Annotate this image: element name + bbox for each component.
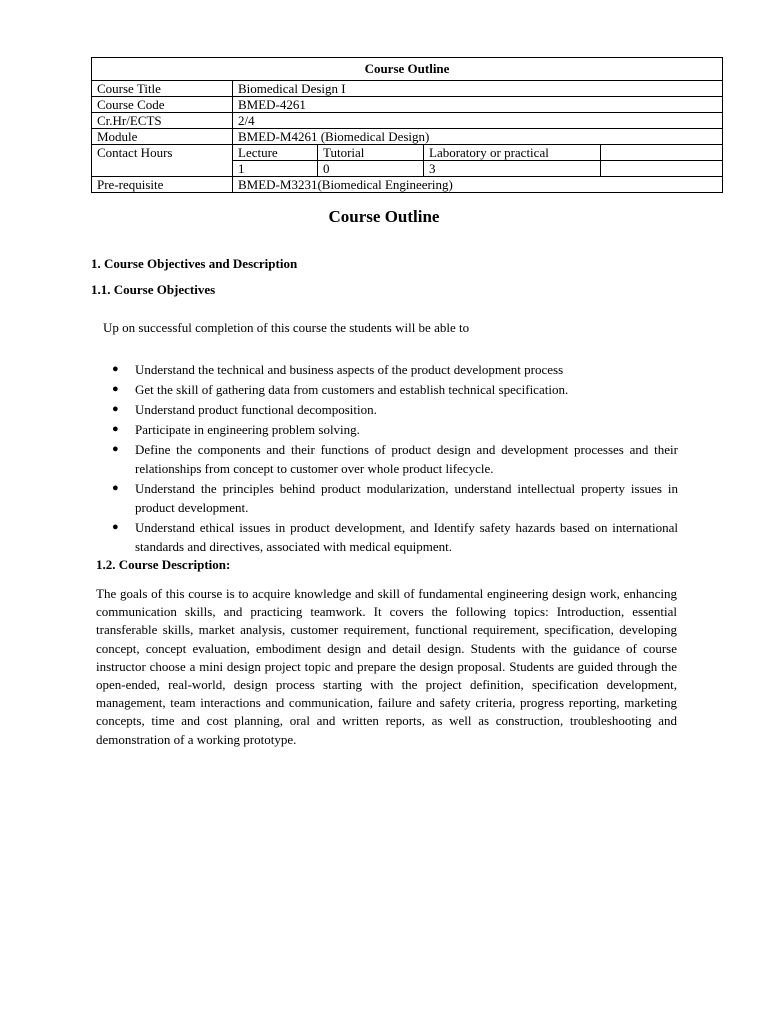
objective-text: Understand the principles behind product modularization, understand intellectual property issues in product development.: [135, 481, 678, 515]
bullet-icon: ●: [112, 423, 119, 435]
prerequisite-label: Pre-requisite: [92, 177, 233, 193]
bullet-icon: ●: [112, 383, 119, 395]
list-item: [108, 400, 678, 419]
table-row: [92, 81, 723, 97]
table-title: Course Outline: [92, 58, 723, 81]
objectives-intro: Up on successful completion of this course the students will be able to: [103, 320, 470, 335]
course-code-label: Course Code: [92, 97, 233, 113]
objective-text: Understand ethical issues in product development, and Identify safety hazards based on international standards and directives, associated with medical equipment.: [135, 520, 678, 554]
empty-cell: [601, 161, 723, 177]
list-item: [108, 380, 678, 399]
objective-text: Understand product functional decomposition.: [135, 402, 377, 417]
section-heading-1: 1. Course Objectives and Description: [91, 256, 298, 271]
list-item: [108, 518, 678, 556]
course-title-value: Biomedical Design I: [233, 81, 723, 97]
table-row: [92, 129, 723, 145]
list-item: [108, 440, 678, 478]
cr-hr-ects-label: Cr.Hr/ECTS: [92, 113, 233, 129]
module-value: BMED-M4261 (Biomedical Design): [233, 129, 723, 145]
course-description: The goals of this course is to acquire knowledge and skill of fundamental engineering design work, enhancing communication skills, and practicing teamwork. It covers the following topics: Introduction, essential transferable skills, market analysis, customer requirement, functional requirement, specification, developing concept, concept evaluation, embodiment design and detail design. Students with the guidance of course instructor choose a mini design project topic and prepare the design proposal. Students are guided through the open-ended, real-world, design process starting with the project definition, specification development, management, team interactions and communication, failure and safety criteria, progress reporting, marketing concepts, time and cost planning, oral and written reports, as well as construction, troubleshooting and demonstration of a working prototype.: [96, 586, 677, 747]
bullet-icon: ●: [112, 521, 119, 533]
bullet-icon: ●: [112, 363, 119, 375]
objective-text: Define the components and their functions of product design and development processes and their relationships from concept to customer over whole product lifecycle.: [135, 442, 678, 476]
table-row: [92, 177, 723, 193]
objective-text: Get the skill of gathering data from customers and establish technical specification.: [135, 382, 569, 397]
table-row: [92, 97, 723, 113]
cr-hr-ects-value: 2/4: [233, 113, 723, 129]
objectives-list: [108, 360, 678, 557]
course-outline-table: [91, 57, 723, 193]
course-code-value: BMED-4261: [233, 97, 723, 113]
empty-cell: [601, 145, 723, 161]
prerequisite-value: BMED-M3231(Biomedical Engineering): [233, 177, 723, 193]
course-title-label: Course Title: [92, 81, 233, 97]
module-label: Module: [92, 129, 233, 145]
contact-hours-label: Contact Hours: [92, 145, 233, 177]
table-row: [92, 145, 723, 161]
list-item: [108, 420, 678, 439]
lecture-label: Lecture: [233, 145, 318, 161]
list-item: [108, 479, 678, 517]
lab-value: 3: [424, 161, 601, 177]
tutorial-label: Tutorial: [318, 145, 424, 161]
section-heading-1-1: 1.1. Course Objectives: [91, 282, 216, 297]
objective-text: Understand the technical and business aspects of the product development process: [135, 362, 564, 377]
section-heading-1-2: 1.2. Course Description:: [96, 557, 231, 572]
tutorial-value: 0: [318, 161, 424, 177]
bullet-icon: ●: [112, 482, 119, 494]
objective-text: Participate in engineering problem solving.: [135, 422, 360, 437]
lab-label: Laboratory or practical: [424, 145, 601, 161]
table-row: [92, 113, 723, 129]
bullet-icon: ●: [112, 403, 119, 415]
list-item: [108, 360, 678, 379]
lecture-value: 1: [233, 161, 318, 177]
page-title: Course Outline: [328, 207, 440, 226]
bullet-icon: ●: [112, 443, 119, 455]
table-row: [92, 58, 723, 81]
